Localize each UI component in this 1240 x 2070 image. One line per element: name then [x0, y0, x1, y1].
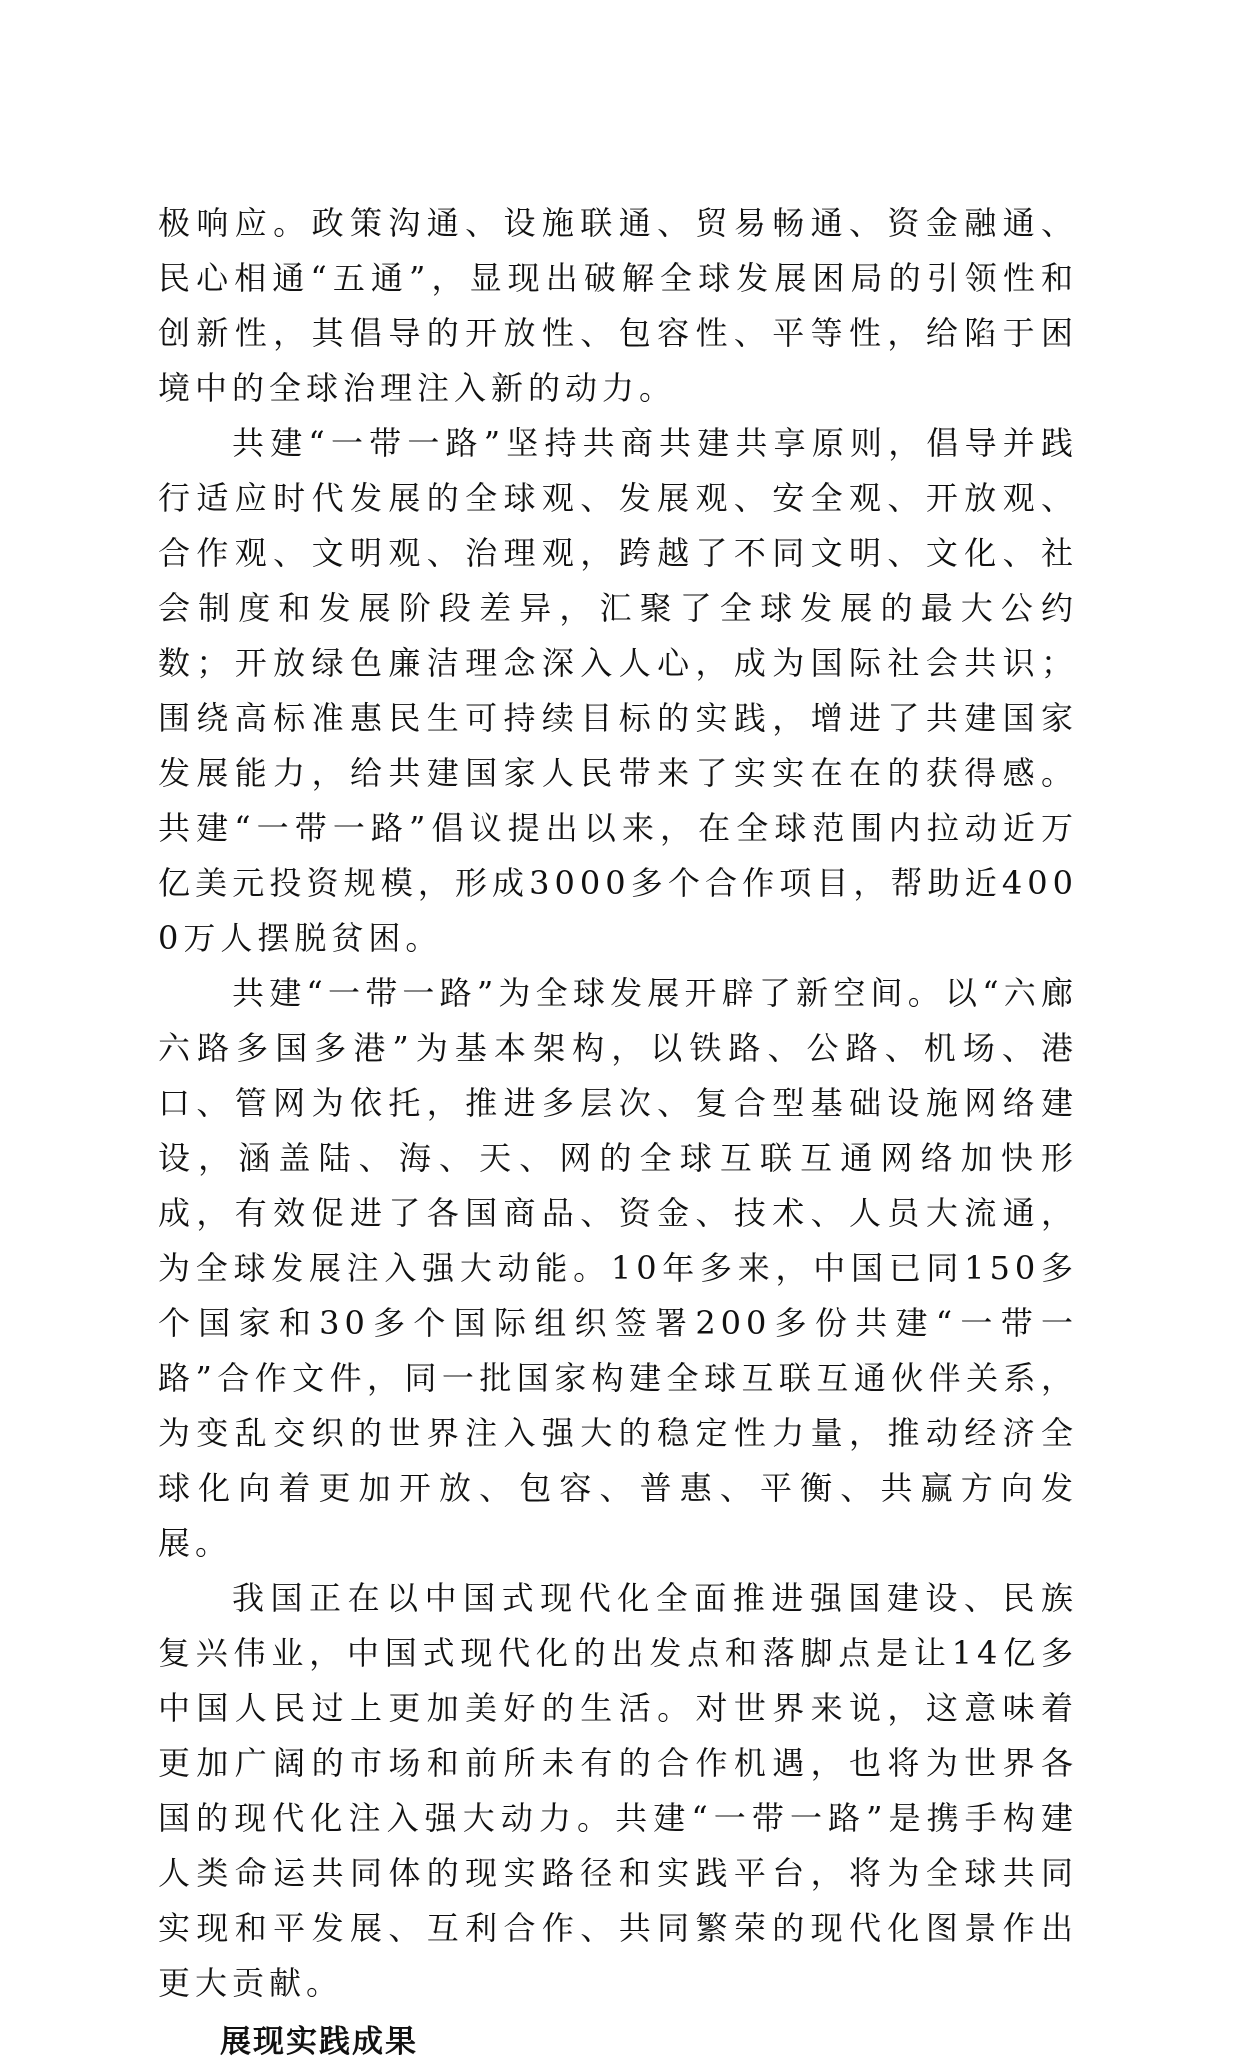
- section-heading: 展现实践成果: [220, 2024, 418, 2060]
- paragraph-principles: 共建“一带一路”坚持共商共建共享原则，倡导并践行适应时代发展的全球观、发展观、安全观、开放观、合作观、文明观、治理观，跨越了不同文明、文化、社会制度和发展阶段差异，汇聚了全球发展的最大公约数；开放绿色廉洁理念深入人心，成为国际社会共识；围绕高标准惠民生可持续目标的实践，增进了共建国家发展能力，给共建国家人民带来了实实在在的获得感。共建“一带一路”倡议提出以来，在全球范围内拉动近万亿美元投资规模，形成3000多个合作项目，帮助近4000万人摆脱贫困。: [158, 424, 1078, 957]
- paragraph-modernization: 我国正在以中国式现代化全面推进强国建设、民族复兴伟业，中国式现代化的出发点和落脚点是让14亿多中国人民过上更加美好的生活。对世界来说，这意味着更加广阔的市场和前所未有的合作机遇，也将为世界各国的现代化注入强大动力。共建“一带一路”是携手构建人类命运共同体的现实路径和实践平台，将为全球共同实现和平发展、互利合作、共同繁荣的现代化图景作出更大贡献。: [158, 1579, 1078, 2002]
- paragraph-continuation: 极响应。政策沟通、设施联通、贸易畅通、资金融通、民心相通“五通”，显现出破解全球发展困局的引领性和创新性，其倡导的开放性、包容性、平等性，给陷于困境中的全球治理注入新的动力。: [158, 204, 1078, 407]
- document-page: [158, 196, 1078, 2070]
- paragraph-new-space: 共建“一带一路”为全球发展开辟了新空间。以“六廊六路多国多港”为基本架构，以铁路、公路、机场、港口、管网为依托，推进多层次、复合型基础设施网络建设，涵盖陆、海、天、网的全球互联互通网络加快形成，有效促进了各国商品、资金、技术、人员大流通，为全球发展注入强大动能。10年多来，中国已同150多个国家和30多个国际组织签署200多份共建“一带一路”合作文件，同一批国家构建全球互联互通伙伴关系，为变乱交织的世界注入强大的稳定性力量，推动经济全球化向着更加开放、包容、普惠、平衡、共赢方向发展。: [158, 974, 1078, 1562]
